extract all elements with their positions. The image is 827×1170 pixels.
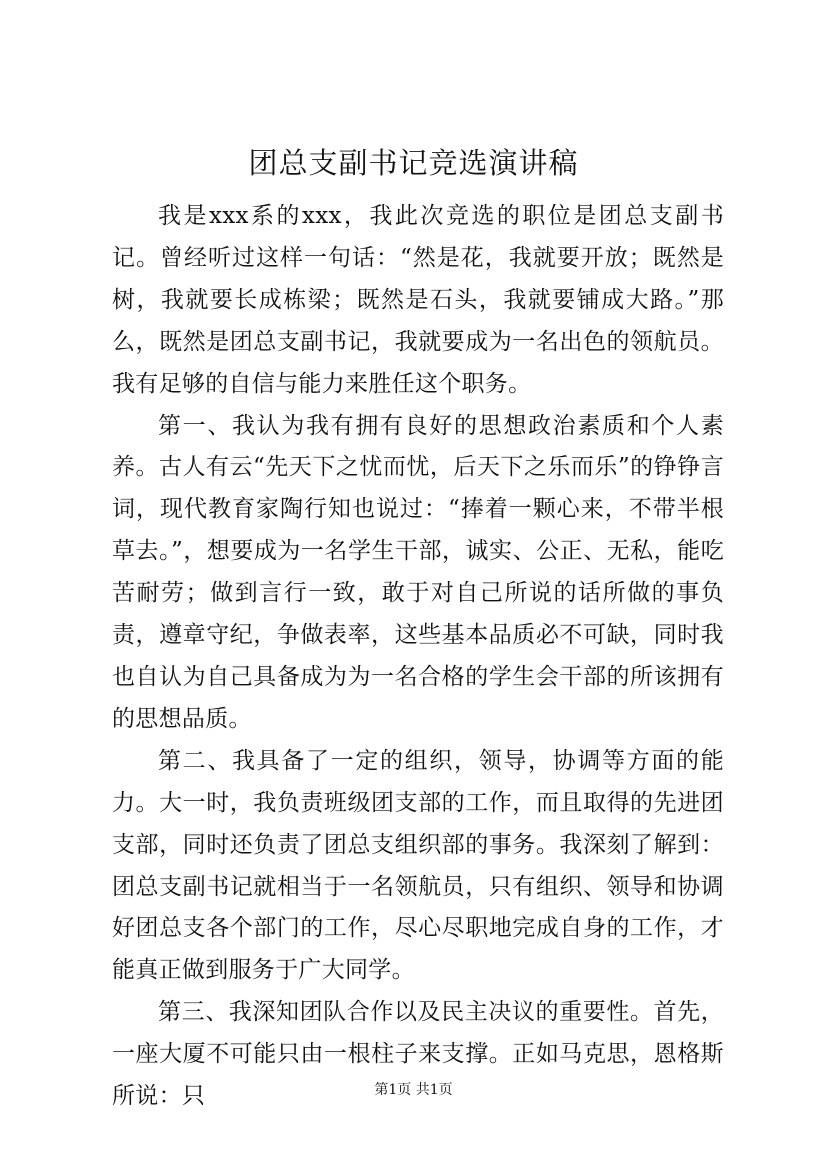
document-title: 团总支副书记竞选演讲稿 xyxy=(248,146,579,180)
paragraph-intro: 我是xxx系的xxx，我此次竞选的职位是团总支副书记。曾经听过这样一句话：“然是花，我就要开放；既然是树，我就要长成栋梁；既然是石头，我就要铺成大路。”那么，既然是团总支副书记，我就要成为一名出色的领航员。我有足够的自信与能力来胜任这个职务。 xyxy=(112,203,724,397)
document-body xyxy=(112,196,724,1118)
paragraph-third-point: 第三、我深知团队合作以及民主决议的重要性。首先，一座大厦不可能只由一根柱子来支撑。正如马克思，恩格斯所说：只 xyxy=(112,999,724,1110)
paragraph-second-point: 第二、我具备了一定的组织，领导，协调等方面的能力。大一时，我负责班级团支部的工作，而且取得的先进团支部，同时还负责了团总支组织部的事务。我深刻了解到：团总支副书记就相当于一名领航员，只有组织、领导和协调好团总支各个部门的工作，尽心尽职地完成自身的工作，才能真正做到服务于广大同学。 xyxy=(112,747,724,984)
paragraph-first-point: 第一、我认为我有拥有良好的思想政治素质和个人素养。古人有云“先天下之忧而忧，后天下之乐而乐”的铮铮言词，现代教育家陶行知也说过：“捧着一颗心来，不带半根草去。”，想要成为一名学生干部，诚实、公正、无私，能吃苦耐劳；做到言行一致，敢于对自己所说的话所做的事负责，遵章守纪，争做表率，这些基本品质必不可缺，同时我也自认为自己具备成为为一名合格的学生会干部的所该拥有的思想品质。 xyxy=(112,412,724,732)
page-number-footer: 第1页 共1页 xyxy=(374,1082,453,1098)
